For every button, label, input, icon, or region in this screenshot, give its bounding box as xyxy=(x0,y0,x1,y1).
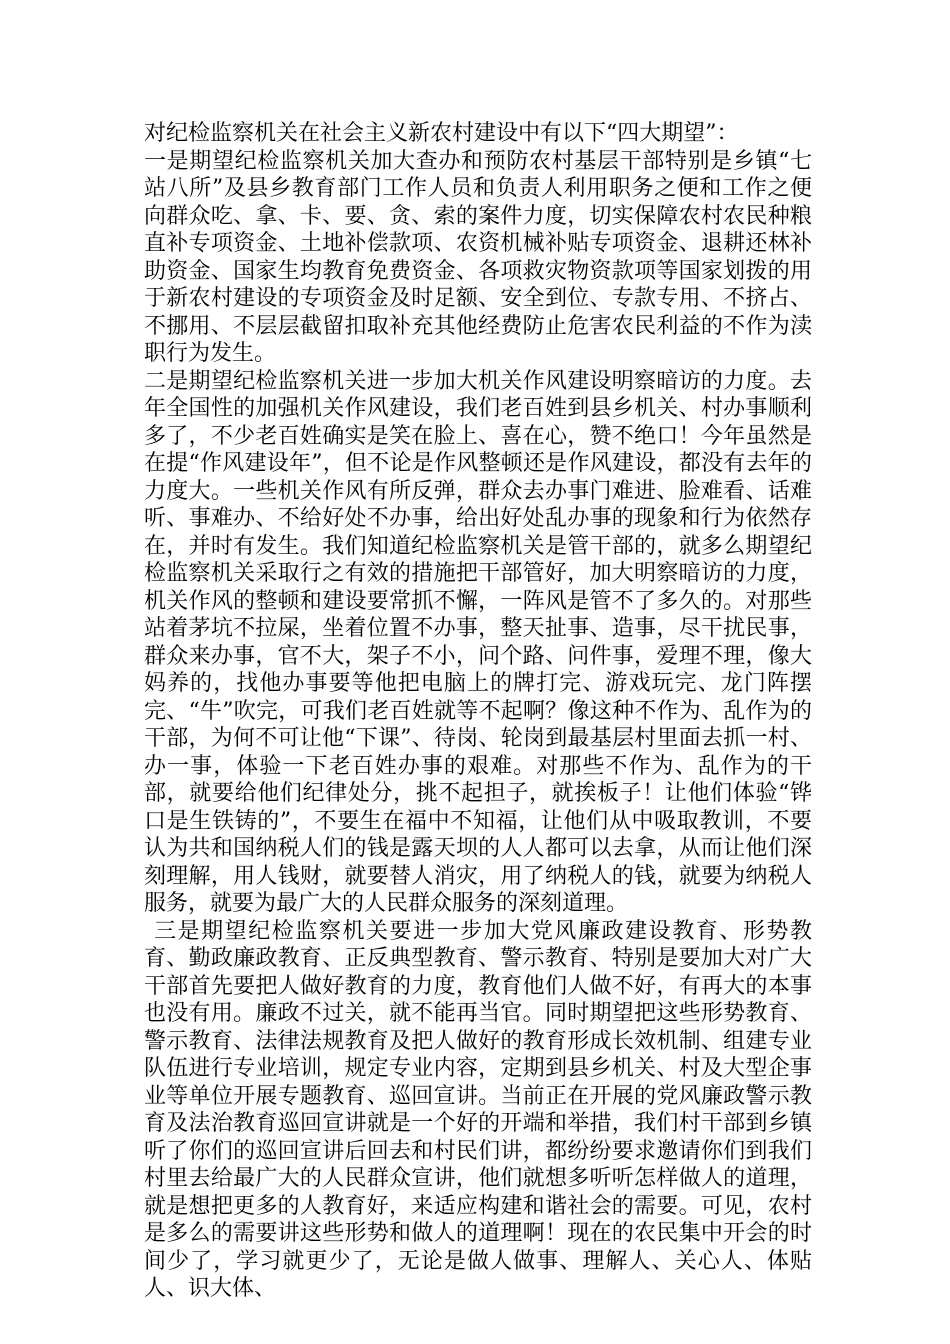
paragraph-expectation-2: 二是期望纪检监察机关进一步加大机关作风建设明察暗访的力度。去年全国性的加强机关作风建设，我们老百姓到县乡机关、村办事顺利多了，不少老百姓确实是笑在脸上、喜在心，赞不绝口！今年虽然是在提“作风建设年”，但不论是作风整顿还是作风建设，都没有去年的力度大。一些机关作风有所反弹，群众去办事门难进、脸难看、话难听、事难办、不给好处不办事，给出好处乱办事的现象和行为依然存在，并时有发生。我们知道纪检监察机关是管干部的，就多么期望纪检监察机关采取行之有效的措施把干部管好，加大明察暗访的力度，机关作风的整顿和建设要常抓不懈，一阵风是管不了多久的。对那些站着茅坑不拉屎，坐着位置不办事，整天扯事、造事，尽干扰民事，群众来办事，官不大，架子不小，问个路、问件事，爱理不理，像大妈养的，找他办事要等他把电脑上的牌打完、游戏玩完、龙门阵摆完、“牛”吹完，可我们老百姓就等不起啊？像这种不作为、乱作为的干部，为何不可让他“下课”、待岗、轮岗到最基层村里面去抓一村、办一事，体验一下老百姓办事的艰难。对那些不作为、乱作为的干部，就要给他们纪律处分，挑不起担子，就挨板子！让他们体验“铧口是生铁铸的”，不要生在福中不知福，让他们从中吸取教训，不要认为共和国纳税人们的钱是露天坝的人人都可以去拿，从而让他们深刻理解，用人钱财，就要替人消灾，用了纳税人的钱，就要为纳税人服务，就要为最广大的人民群众服务的深刻道理。 xyxy=(144,368,812,916)
paragraph-expectation-1: 一是期望纪检监察机关加大查办和预防农村基层干部特别是乡镇“七站八所”及县乡教育部门工作人员和负责人利用职务之便和工作之便向群众吃、拿、卡、要、贪、索的案件力度，切实保障农村农民种粮直补专项资金、土地补偿款项、农资机械补贴专项资金、退耕还林补助资金、国家生均教育免费资金、各项救灾物资款项等国家划拨的用于新农村建设的专项资金及时足额、安全到位、专款专用、不挤占、不挪用、不层层截留扣取补充其他经费防止危害农民利益的不作为渎职行为发生。 xyxy=(144,148,812,366)
paragraph-intro: 对纪检监察机关在社会主义新农村建设中有以下“四大期望”： xyxy=(144,121,739,146)
paragraph-expectation-3: 三是期望纪检监察机关要进一步加大党风廉政建设教育、形势教育、勤政廉政教育、正反典型教育、警示教育、特别是要加大对广大干部首先要把人做好教育的力度，教育他们人做不好，有再大的本事也没有用。廉政不过关，就不能再当官。同时期望把这些形势教育、警示教育、法律法规教育及把人做好的教育形成长效机制、组建专业队伍进行专业培训，规定专业内容，定期到县乡机关、村及大型企事业等单位开展专题教育、巡回宣讲。当前正在开展的党风廉政警示教育及法治教育巡回宣讲就是一个好的开端和举措，我们村干部到乡镇听了你们的巡回宣讲后回去和村民们讲，都纷纷要求邀请你们到我们村里去给最广大的人民群众宣讲，他们就想多听听怎样做人的道理，就是想把更多的人教育好，来适应构建和谐社会的需要。可见，农村是多么的需要讲这些形势和做人的道理啊！现在的农民集中开会的时间少了，学习就更少了，无论是做人做事、理解人、关心人、体贴人、识大体、 xyxy=(144,918,812,1301)
document-body xyxy=(144,120,812,1303)
